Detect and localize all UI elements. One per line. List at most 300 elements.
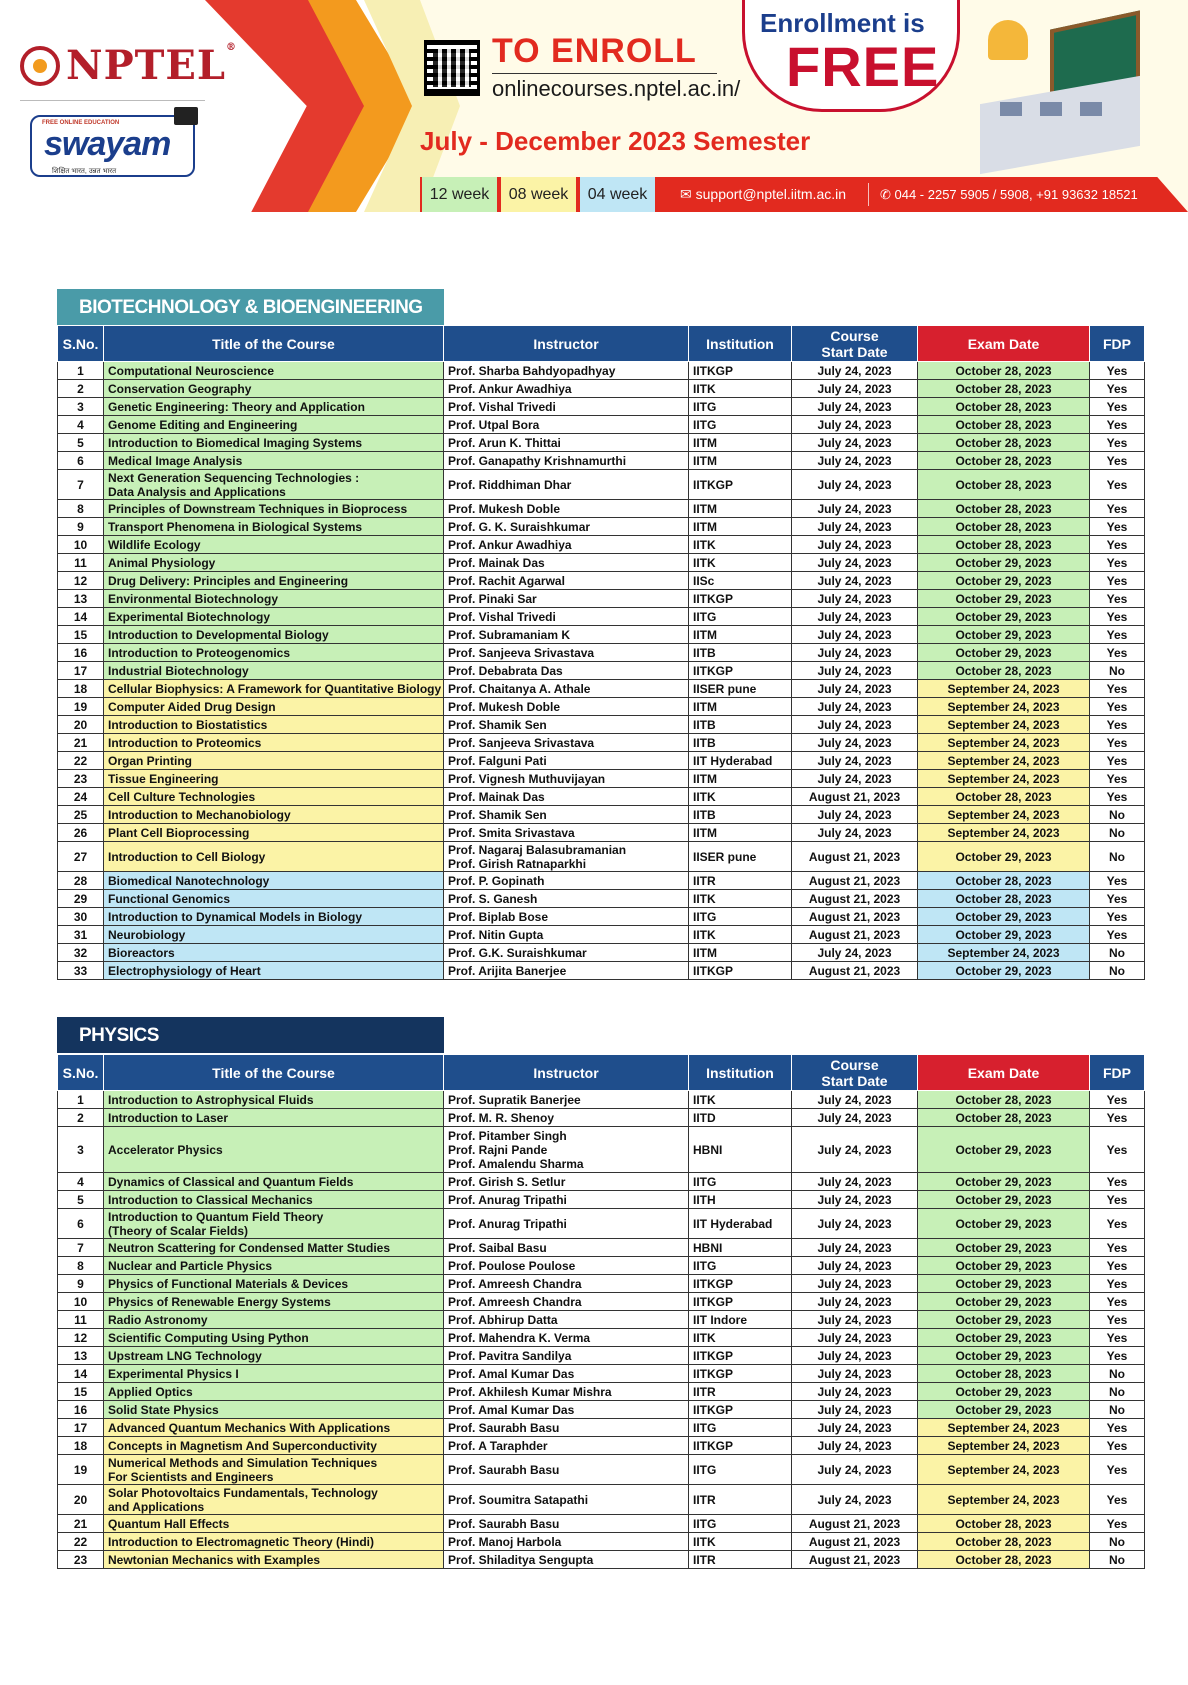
- course-row: [58, 890, 1145, 908]
- cell-course-title: Experimental Physics I: [104, 1365, 444, 1383]
- cell-start-date: July 24, 2023: [792, 536, 918, 554]
- cell-start-date: July 24, 2023: [792, 1257, 918, 1275]
- cell-instructor: Prof. Amreesh Chandra: [444, 1293, 689, 1311]
- cell-exam-date: October 28, 2023: [918, 518, 1090, 536]
- cell-start-date: July 24, 2023: [792, 1091, 918, 1109]
- cell-instructor: Prof. Saurabh Basu: [444, 1515, 689, 1533]
- phone-numbers: ✆ 044 - 2257 5905 / 5908, +91 93632 18521: [880, 187, 1138, 202]
- cell-instructor: Prof. Saurabh Basu: [444, 1455, 689, 1485]
- cell-instructor-line: Prof. Rajni Pande: [448, 1142, 548, 1157]
- col-header-title: Title of the Course: [104, 326, 444, 362]
- section-title-biotechnology: BIOTECHNOLOGY & BIOENGINEERING: [57, 289, 444, 325]
- cell-exam-date: September 24, 2023: [918, 824, 1090, 842]
- cell-instructor: Prof. Poulose Poulose: [444, 1257, 689, 1275]
- course-row: [58, 1275, 1145, 1293]
- cell-start-date: July 24, 2023: [792, 1239, 918, 1257]
- cell-fdp: Yes: [1090, 362, 1145, 380]
- cell-start-date: July 24, 2023: [792, 362, 918, 380]
- cell-start-date: July 24, 2023: [792, 1127, 918, 1173]
- cell-exam-date: October 28, 2023: [918, 890, 1090, 908]
- nptel-logo-text: NPTEL: [66, 42, 227, 89]
- course-row: [58, 806, 1145, 824]
- cell-institution: IITM: [689, 626, 792, 644]
- course-row: [58, 1311, 1145, 1329]
- cell-fdp: Yes: [1090, 1127, 1145, 1173]
- cell-institution: IITM: [689, 824, 792, 842]
- cell-institution: IITG: [689, 908, 792, 926]
- cell-institution: IITKGP: [689, 1293, 792, 1311]
- cell-institution: IITKGP: [689, 1347, 792, 1365]
- cell-exam-date: October 29, 2023: [918, 908, 1090, 926]
- cell-start-date: July 24, 2023: [792, 1209, 918, 1239]
- cell-fdp: Yes: [1090, 1515, 1145, 1533]
- cell-sno: 18: [58, 1437, 104, 1455]
- cell-instructor-line: Prof. Nagaraj Balasubramanian: [448, 842, 627, 857]
- course-row: [58, 1455, 1145, 1485]
- lamp-icon: [988, 20, 1028, 60]
- cell-sno: 11: [58, 554, 104, 572]
- course-row: [58, 608, 1145, 626]
- cell-course-title: Concepts in Magnetism And Superconductivity: [104, 1437, 444, 1455]
- course-row: [58, 944, 1145, 962]
- cell-instructor: Prof. Mainak Das: [444, 788, 689, 806]
- cell-institution: IITG: [689, 1173, 792, 1191]
- cell-exam-date: October 29, 2023: [918, 1293, 1090, 1311]
- cell-exam-date: October 28, 2023: [918, 380, 1090, 398]
- cell-exam-date: October 29, 2023: [918, 926, 1090, 944]
- cell-instructor: Prof. Sanjeeva Srivastava: [444, 644, 689, 662]
- cell-sno: 15: [58, 1383, 104, 1401]
- cell-sno: 1: [58, 362, 104, 380]
- cell-course-title: Quantum Hall Effects: [104, 1515, 444, 1533]
- cell-course-title: Animal Physiology: [104, 554, 444, 572]
- col-header-exam-date: Exam Date: [918, 1055, 1090, 1091]
- cell-fdp: Yes: [1090, 770, 1145, 788]
- support-email-link[interactable]: ✉ support@nptel.iitm.ac.in: [680, 186, 847, 202]
- cell-exam-date: September 24, 2023: [918, 944, 1090, 962]
- contact-divider: [868, 183, 869, 206]
- cell-fdp: Yes: [1090, 788, 1145, 806]
- enrollment-free-line2: FREE: [786, 35, 940, 98]
- cell-start-date: July 24, 2023: [792, 716, 918, 734]
- cell-sno: 22: [58, 1533, 104, 1551]
- cell-course-title-line: (Theory of Scalar Fields): [108, 1223, 249, 1238]
- cell-start-date: July 24, 2023: [792, 590, 918, 608]
- cell-fdp: Yes: [1090, 500, 1145, 518]
- cell-start-date: July 24, 2023: [792, 608, 918, 626]
- cell-exam-date: October 29, 2023: [918, 1401, 1090, 1419]
- cell-instructor: Prof. Vignesh Muthuvijayan: [444, 770, 689, 788]
- cell-exam-date: October 28, 2023: [918, 872, 1090, 890]
- cell-exam-date: September 24, 2023: [918, 1485, 1090, 1515]
- course-row: [58, 1533, 1145, 1551]
- cell-sno: 21: [58, 1515, 104, 1533]
- cell-exam-date: October 29, 2023: [918, 1191, 1090, 1209]
- course-row: [58, 1365, 1145, 1383]
- course-row: [58, 500, 1145, 518]
- course-row: [58, 1437, 1145, 1455]
- cell-instructor: Prof. Arijita Banerjee: [444, 962, 689, 980]
- cell-sno: 9: [58, 1275, 104, 1293]
- course-row: [58, 1257, 1145, 1275]
- cell-course-title: Drug Delivery: Principles and Engineering: [104, 572, 444, 590]
- cell-instructor-line: Prof. Amalendu Sharma: [448, 1156, 584, 1171]
- cell-institution: IITR: [689, 1383, 792, 1401]
- col-header-instructor: Instructor: [444, 326, 689, 362]
- col-header-sno: S.No.: [58, 326, 104, 362]
- course-row: [58, 824, 1145, 842]
- cell-institution: HBNI: [689, 1127, 792, 1173]
- cell-institution: IITH: [689, 1191, 792, 1209]
- cell-institution: IITG: [689, 416, 792, 434]
- cell-sno: 14: [58, 1365, 104, 1383]
- cell-sno: 23: [58, 770, 104, 788]
- cell-fdp: No: [1090, 944, 1145, 962]
- col-header-institution: Institution: [689, 1055, 792, 1091]
- cell-institution: IISER pune: [689, 680, 792, 698]
- cell-sno: 30: [58, 908, 104, 926]
- cell-fdp: Yes: [1090, 536, 1145, 554]
- cell-exam-date: October 28, 2023: [918, 788, 1090, 806]
- cell-course-title: Functional Genomics: [104, 890, 444, 908]
- cell-course-title: Introduction to Astrophysical Fluids: [104, 1091, 444, 1109]
- cell-fdp: No: [1090, 842, 1145, 872]
- cell-course-title: Newtonian Mechanics with Examples: [104, 1551, 444, 1569]
- cell-instructor: Prof. Falguni Pati: [444, 752, 689, 770]
- course-row: [58, 362, 1145, 380]
- cell-start-date: August 21, 2023: [792, 908, 918, 926]
- cell-fdp: Yes: [1090, 926, 1145, 944]
- cell-institution: IITK: [689, 926, 792, 944]
- cell-fdp: No: [1090, 1401, 1145, 1419]
- cell-sno: 24: [58, 788, 104, 806]
- cell-start-date: August 21, 2023: [792, 1515, 918, 1533]
- course-row: [58, 908, 1145, 926]
- classroom-floor: [980, 76, 1140, 174]
- cell-course-title: Principles of Downstream Techniques in Bioprocess: [104, 500, 444, 518]
- cell-instructor: Prof. Shiladitya Sengupta: [444, 1551, 689, 1569]
- cell-course-title: Introduction to Proteomics: [104, 734, 444, 752]
- cell-fdp: Yes: [1090, 380, 1145, 398]
- cell-start-date: July 24, 2023: [792, 770, 918, 788]
- cell-institution: IITKGP: [689, 590, 792, 608]
- cell-course-title: Introduction to Proteogenomics: [104, 644, 444, 662]
- cell-institution: IITKGP: [689, 1401, 792, 1419]
- cell-exam-date: October 28, 2023: [918, 1365, 1090, 1383]
- cell-exam-date: October 29, 2023: [918, 1209, 1090, 1239]
- cell-course-title: Genetic Engineering: Theory and Application: [104, 398, 444, 416]
- cell-sno: 23: [58, 1551, 104, 1569]
- cell-instructor: Prof. Ganapathy Krishnamurthi: [444, 452, 689, 470]
- cell-start-date: July 24, 2023: [792, 1275, 918, 1293]
- cell-sno: 21: [58, 734, 104, 752]
- cell-instructor: Prof. Vishal Trivedi: [444, 608, 689, 626]
- cell-fdp: Yes: [1090, 1437, 1145, 1455]
- cell-exam-date: October 29, 2023: [918, 1347, 1090, 1365]
- cell-course-title: Introduction to Biomedical Imaging Systems: [104, 434, 444, 452]
- cell-instructor: Prof. Smita Srivastava: [444, 824, 689, 842]
- cell-instructor: Prof. G.K. Suraishkumar: [444, 944, 689, 962]
- cell-sno: 28: [58, 872, 104, 890]
- cell-fdp: Yes: [1090, 1485, 1145, 1515]
- swayam-logo: [30, 115, 195, 177]
- cell-institution: IITG: [689, 1257, 792, 1275]
- cell-instructor: Prof. Sanjeeva Srivastava: [444, 734, 689, 752]
- cell-course-title: [104, 1485, 444, 1515]
- cell-exam-date: September 24, 2023: [918, 716, 1090, 734]
- course-row: [58, 752, 1145, 770]
- cell-start-date: August 21, 2023: [792, 890, 918, 908]
- cell-exam-date: October 28, 2023: [918, 500, 1090, 518]
- cell-sno: 32: [58, 944, 104, 962]
- cell-course-title: Computer Aided Drug Design: [104, 698, 444, 716]
- cell-exam-date: September 24, 2023: [918, 698, 1090, 716]
- cell-start-date: July 24, 2023: [792, 1347, 918, 1365]
- cell-course-title: Neurobiology: [104, 926, 444, 944]
- cell-fdp: Yes: [1090, 1455, 1145, 1485]
- course-row: [58, 1173, 1145, 1191]
- desk-icon: [1000, 102, 1022, 116]
- course-row: [58, 416, 1145, 434]
- cell-institution: IITK: [689, 890, 792, 908]
- cell-instructor: Prof. Girish S. Setlur: [444, 1173, 689, 1191]
- course-row: [58, 1401, 1145, 1419]
- cell-fdp: Yes: [1090, 752, 1145, 770]
- cell-fdp: Yes: [1090, 698, 1145, 716]
- cell-fdp: Yes: [1090, 1275, 1145, 1293]
- cell-start-date: August 21, 2023: [792, 1533, 918, 1551]
- cell-course-title: Conservation Geography: [104, 380, 444, 398]
- cell-instructor: Prof. Chaitanya A. Athale: [444, 680, 689, 698]
- cell-instructor: Prof. Ankur Awadhiya: [444, 380, 689, 398]
- banner-header: [0, 0, 1188, 212]
- cell-start-date: July 24, 2023: [792, 1401, 918, 1419]
- cell-exam-date: October 29, 2023: [918, 572, 1090, 590]
- to-enroll-heading: TO ENROLL: [492, 32, 697, 70]
- cell-start-date: August 21, 2023: [792, 962, 918, 980]
- cell-sno: 29: [58, 890, 104, 908]
- cell-start-date: July 24, 2023: [792, 752, 918, 770]
- cell-exam-date: September 24, 2023: [918, 806, 1090, 824]
- cell-start-date: July 24, 2023: [792, 1437, 918, 1455]
- cell-course-title-line: Solar Photovoltaics Fundamentals, Technology: [108, 1485, 378, 1500]
- books-icon: [174, 107, 198, 125]
- cell-instructor: Prof. Nitin Gupta: [444, 926, 689, 944]
- cell-fdp: Yes: [1090, 398, 1145, 416]
- col-header-instructor: Instructor: [444, 1055, 689, 1091]
- cell-sno: 8: [58, 1257, 104, 1275]
- cell-instructor: Prof. Manoj Harbola: [444, 1533, 689, 1551]
- cell-course-title: Environmental Biotechnology: [104, 590, 444, 608]
- col-header-fdp: FDP: [1090, 1055, 1145, 1091]
- cell-sno: 26: [58, 824, 104, 842]
- course-row: [58, 662, 1145, 680]
- cell-institution: IITM: [689, 518, 792, 536]
- cell-institution: IITM: [689, 698, 792, 716]
- cell-course-title-line: Next Generation Sequencing Technologies :: [108, 470, 360, 485]
- qr-code-icon: [424, 40, 480, 96]
- cell-instructor: Prof. Sharba Bahdyopadhyay: [444, 362, 689, 380]
- cell-exam-date: October 29, 2023: [918, 1311, 1090, 1329]
- cell-fdp: Yes: [1090, 416, 1145, 434]
- cell-institution: IIT Indore: [689, 1311, 792, 1329]
- cell-exam-date: October 29, 2023: [918, 1329, 1090, 1347]
- cell-institution: IITKGP: [689, 962, 792, 980]
- cell-instructor: [444, 1127, 689, 1173]
- cell-institution: IITM: [689, 434, 792, 452]
- cell-course-title: Introduction to Classical Mechanics: [104, 1191, 444, 1209]
- cell-sno: 20: [58, 1485, 104, 1515]
- cell-instructor: Prof. Arun K. Thittai: [444, 434, 689, 452]
- cell-sno: 7: [58, 470, 104, 500]
- cell-fdp: Yes: [1090, 572, 1145, 590]
- cell-institution: IITG: [689, 398, 792, 416]
- cell-fdp: Yes: [1090, 872, 1145, 890]
- cell-course-title: Medical Image Analysis: [104, 452, 444, 470]
- cell-fdp: Yes: [1090, 626, 1145, 644]
- cell-instructor: Prof. Shamik Sen: [444, 716, 689, 734]
- cell-fdp: Yes: [1090, 1329, 1145, 1347]
- cell-course-title: Applied Optics: [104, 1383, 444, 1401]
- cell-sno: 7: [58, 1239, 104, 1257]
- cell-start-date: July 24, 2023: [792, 698, 918, 716]
- cell-sno: 20: [58, 716, 104, 734]
- cell-course-title-line: For Scientists and Engineers: [108, 1469, 274, 1484]
- cell-course-title: Physics of Renewable Energy Systems: [104, 1293, 444, 1311]
- course-row: [58, 536, 1145, 554]
- cell-instructor: Prof. Mukesh Doble: [444, 698, 689, 716]
- cell-exam-date: October 29, 2023: [918, 1173, 1090, 1191]
- cell-start-date: July 24, 2023: [792, 380, 918, 398]
- cell-instructor: Prof. Debabrata Das: [444, 662, 689, 680]
- cell-course-title-line: Numerical Methods and Simulation Techniques: [108, 1455, 378, 1470]
- cell-institution: IITKGP: [689, 470, 792, 500]
- cell-exam-date: October 29, 2023: [918, 644, 1090, 662]
- cell-exam-date: October 28, 2023: [918, 416, 1090, 434]
- cell-fdp: Yes: [1090, 1191, 1145, 1209]
- cell-exam-date: October 29, 2023: [918, 1127, 1090, 1173]
- cell-course-title: Biomedical Nanotechnology: [104, 872, 444, 890]
- cell-course-title: Transport Phenomena in Biological Systems: [104, 518, 444, 536]
- cell-sno: 25: [58, 806, 104, 824]
- course-row: [58, 1329, 1145, 1347]
- cell-institution: IITG: [689, 1455, 792, 1485]
- course-row: [58, 1191, 1145, 1209]
- cell-sno: 6: [58, 1209, 104, 1239]
- cell-fdp: Yes: [1090, 716, 1145, 734]
- cell-sno: 2: [58, 380, 104, 398]
- cell-fdp: Yes: [1090, 1109, 1145, 1127]
- cell-sno: 22: [58, 752, 104, 770]
- cell-sno: 12: [58, 1329, 104, 1347]
- cell-start-date: July 24, 2023: [792, 662, 918, 680]
- cell-institution: IITM: [689, 500, 792, 518]
- cell-start-date: July 24, 2023: [792, 554, 918, 572]
- legend-04-week: 04 week: [580, 177, 655, 212]
- cell-start-date: July 24, 2023: [792, 1329, 918, 1347]
- course-row: [58, 1091, 1145, 1109]
- cell-institution: IITB: [689, 734, 792, 752]
- cell-institution: IITG: [689, 1419, 792, 1437]
- physics-course-table: [57, 1054, 1145, 1569]
- cell-course-title-line: and Applications: [108, 1499, 205, 1514]
- cell-fdp: Yes: [1090, 644, 1145, 662]
- cell-institution: IIT Hyderabad: [689, 752, 792, 770]
- course-row: [58, 452, 1145, 470]
- cell-fdp: No: [1090, 662, 1145, 680]
- cell-sno: 4: [58, 416, 104, 434]
- enroll-url-link[interactable]: onlinecourses.nptel.ac.in/: [492, 76, 741, 101]
- course-row: [58, 572, 1145, 590]
- cell-course-title: Experimental Biotechnology: [104, 608, 444, 626]
- cell-course-title: Cellular Biophysics: A Framework for Quantitative Biology: [104, 680, 444, 698]
- course-row: [58, 842, 1145, 872]
- cell-sno: 9: [58, 518, 104, 536]
- nptel-emblem-icon: [20, 46, 60, 86]
- cell-course-title: [104, 1455, 444, 1485]
- cell-sno: 5: [58, 1191, 104, 1209]
- cell-instructor: Prof. Anurag Tripathi: [444, 1209, 689, 1239]
- cell-fdp: No: [1090, 1365, 1145, 1383]
- cell-start-date: July 24, 2023: [792, 416, 918, 434]
- cell-institution: IITB: [689, 806, 792, 824]
- course-row: [58, 554, 1145, 572]
- cell-sno: 4: [58, 1173, 104, 1191]
- cell-sno: 11: [58, 1311, 104, 1329]
- cell-fdp: Yes: [1090, 1209, 1145, 1239]
- cell-fdp: Yes: [1090, 680, 1145, 698]
- cell-fdp: No: [1090, 806, 1145, 824]
- cell-instructor-line: Prof. Girish Ratnaparkhi: [448, 856, 587, 871]
- cell-exam-date: October 28, 2023: [918, 1533, 1090, 1551]
- logo-divider: [20, 100, 205, 101]
- cell-fdp: Yes: [1090, 590, 1145, 608]
- cell-exam-date: September 24, 2023: [918, 770, 1090, 788]
- cell-fdp: Yes: [1090, 434, 1145, 452]
- cell-instructor: Prof. Biplab Bose: [444, 908, 689, 926]
- course-row: [58, 590, 1145, 608]
- course-row: [58, 1293, 1145, 1311]
- cell-institution: IITG: [689, 1515, 792, 1533]
- cell-institution: IITM: [689, 944, 792, 962]
- course-row: [58, 716, 1145, 734]
- cell-fdp: Yes: [1090, 1239, 1145, 1257]
- cell-fdp: Yes: [1090, 470, 1145, 500]
- cell-course-title-line: Introduction to Quantum Field Theory: [108, 1209, 324, 1224]
- cell-start-date: July 24, 2023: [792, 824, 918, 842]
- cell-sno: 14: [58, 608, 104, 626]
- cell-instructor: Prof. Subramaniam K: [444, 626, 689, 644]
- cell-start-date: August 21, 2023: [792, 926, 918, 944]
- semester-heading: July - December 2023 Semester: [420, 126, 811, 156]
- table-header-row: [58, 326, 1145, 362]
- cell-course-title: Physics of Functional Materials & Devices: [104, 1275, 444, 1293]
- cell-institution: IITM: [689, 452, 792, 470]
- cell-exam-date: October 29, 2023: [918, 590, 1090, 608]
- cell-fdp: No: [1090, 1551, 1145, 1569]
- cell-instructor-line: Prof. Pitamber Singh: [448, 1128, 567, 1143]
- cell-institution: IITM: [689, 770, 792, 788]
- cell-course-title: Nuclear and Particle Physics: [104, 1257, 444, 1275]
- cell-fdp: Yes: [1090, 518, 1145, 536]
- cell-exam-date: October 28, 2023: [918, 434, 1090, 452]
- course-row: [58, 1347, 1145, 1365]
- cell-instructor: Prof. Amreesh Chandra: [444, 1275, 689, 1293]
- cell-institution: IITK: [689, 788, 792, 806]
- cell-start-date: August 21, 2023: [792, 788, 918, 806]
- cell-exam-date: October 28, 2023: [918, 452, 1090, 470]
- cell-exam-date: October 28, 2023: [918, 362, 1090, 380]
